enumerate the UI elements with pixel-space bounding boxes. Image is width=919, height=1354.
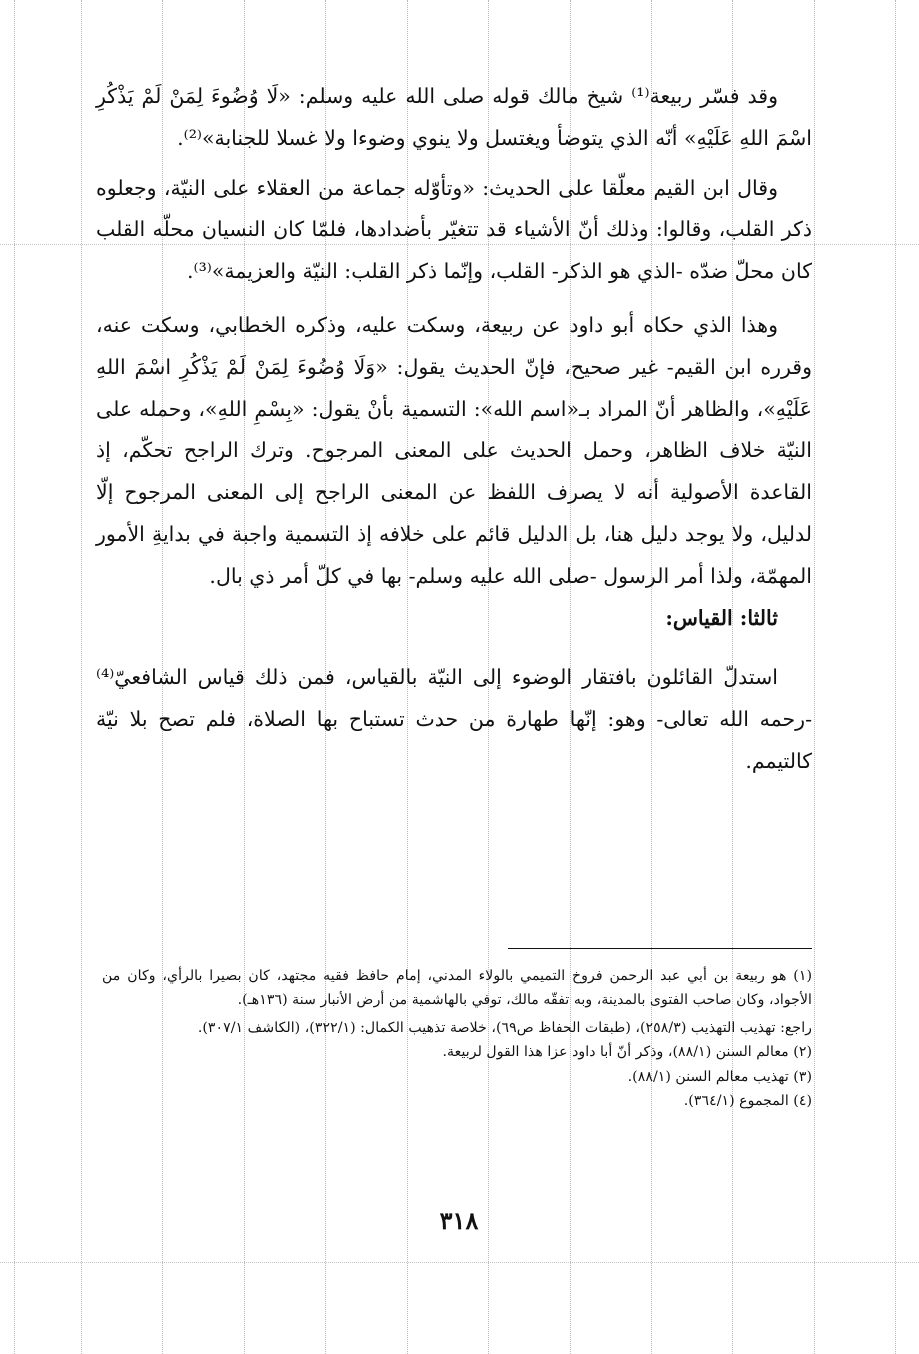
footnotes <box>102 964 812 1113</box>
footnote-2: (٢) معالم السنن (٨٨/١)، وذكر أنّ أبا داود عزا هذا القول لربيعة. <box>442 1044 812 1061</box>
section-heading: ثالثا: القياس: <box>665 605 778 630</box>
paragraph-qiyas: استدلّ القائلون بافتقار الوضوء إلى النيّة بالقياس، فمن ذلك قياس الشافعيّ⁽⁴⁾ -رحمه الله تعالى- وهو: إنّها طهارة من حدث تستباح بها الصلاة، فلم تصح بلا نيّة كالتيمم. <box>96 665 812 773</box>
footnote-3: (٣) تهذيب معالم السنن (٨٨/١). <box>627 1068 812 1085</box>
page-number: ٣١٨ <box>439 1206 479 1235</box>
paragraph-rabia-interpretation: وقد فسّر ربيعة⁽¹⁾ شيخ مالك قوله صلى الله عليه وسلم: «لَا وُضُوءَ لِمَنْ لَمْ يَذْكُرِ اسْمَ اللهِ عَلَيْهِ» أنّه الذي يتوضأ ويغتسل ولا ينوي وضوءا ولا غسلا للجنابة»⁽²⁾. <box>96 84 812 150</box>
footnote-separator <box>508 948 812 949</box>
main-text <box>96 76 812 783</box>
paragraph-ibn-qayyim-quote: وقال ابن القيم معلّقا على الحديث: «وتأوّله جماعة من العقلاء على النيّة، وجعلوه ذكر القلب، وقالوا: وذلك أنّ الأشياء قد تتغيّر بأضدادها، فلمّا كان النسيان محلّه القلب كان محلّ ضدّه -الذي هو الذكر- القلب، وإنّما ذكر القلب: النيّة والعزيمة»⁽³⁾. <box>96 175 812 284</box>
paragraph-refutation: وهذا الذي حكاه أبو داود عن ربيعة، وسكت عليه، وذكره الخطابي، وسكت عنه، وقرره ابن القيم- غير صحيح، فإنّ الحديث يقول: «وَلَا وُضُوءَ لِمَنْ لَمْ يَذْكُرِ اسْمَ اللهِ عَلَيْهِ»، والظاهر أنّ المراد بـ«اسم الله»: التسمية بأنْ يقول: «بِسْمِ اللهِ»، وحمله على النيّة خلاف الظاهر، وحمل الحديث على المعنى المرجوح. وترك الراجح تحكّم، إذ القاعدة الأصولية أنه لا يصرف اللفظ عن المعنى الراجح إلى المعنى المرجوح إلّا لدليل، ولا يوجد دليل هنا، بل الدليل قائم على خلافه إذ التسمية واجبة في بدايةِ الأمور المهمّة، ولذا أمر الرسول -صلى الله عليه وسلم- بها في كلّ أمر ذي بال. <box>96 312 812 588</box>
footnote-1: (١) هو ربيعة بن أبي عبد الرحمن فروخ التميمي بالولاء المدني، إمام حافظ فقيه مجتهد، كان بصيرا بالرأي، وكان من الأجواد، وكان صاحب الفتوى بالمدينة، وبه تفقّه مالك، توفي بالهاشمية من أرض الأنبار سنة (١٣٦هـ). <box>102 968 812 1009</box>
grid-line <box>895 0 896 1354</box>
grid-line <box>814 0 815 1354</box>
grid-line <box>0 1262 919 1263</box>
footnote-1-references: راجع: تهذيب التهذيب (٢٥٨/٣)، (طبقات الحفاظ ص٦٩)، خلاصة تذهيب الكمال: (٣٢٢/١)، (الكاشف ٣٠٧/١). <box>197 1019 812 1036</box>
grid-line <box>14 0 15 1354</box>
footnote-4: (٤) المجموع (٣٦٤/١). <box>683 1093 812 1110</box>
grid-line <box>81 0 82 1354</box>
